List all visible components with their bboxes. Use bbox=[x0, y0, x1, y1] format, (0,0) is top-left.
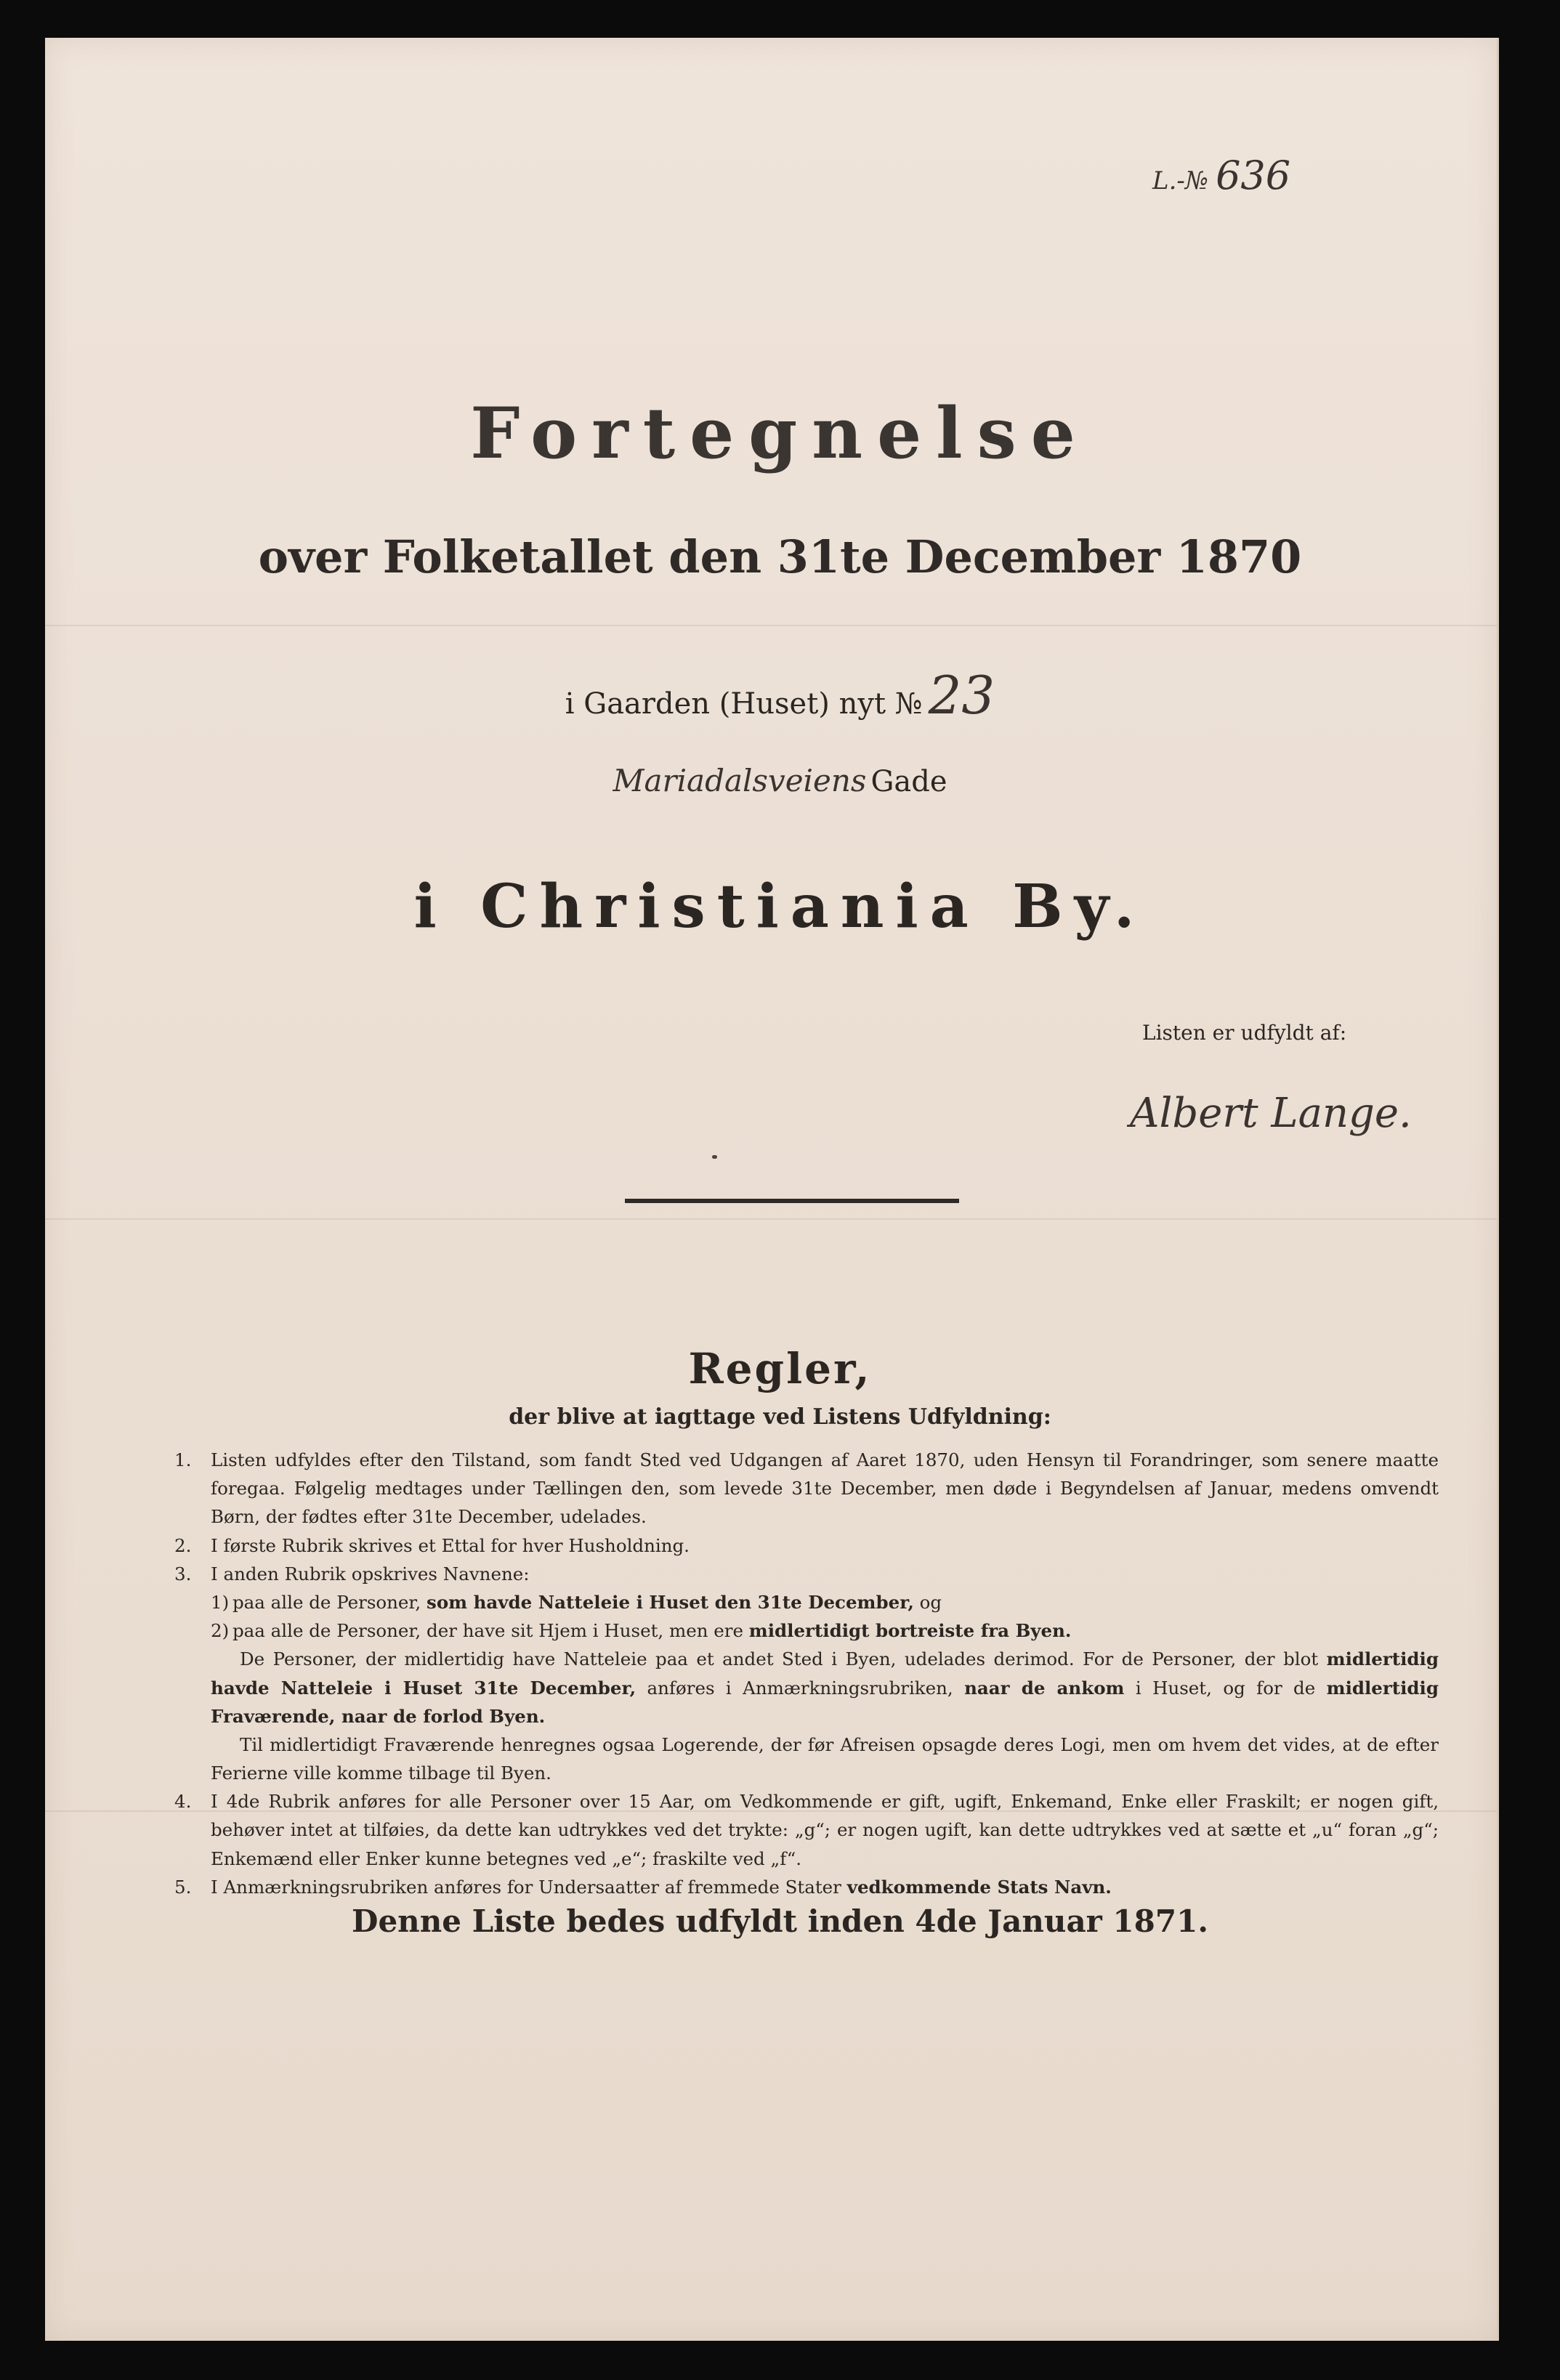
divider-rule bbox=[625, 1199, 959, 1203]
rule-subitem-1 bbox=[174, 1588, 1439, 1616]
rule-item-5 bbox=[174, 1873, 1439, 1901]
document-title: Fortegnelse bbox=[470, 392, 1090, 474]
document-subtitle: over Folketallet den 31te December 1870 bbox=[258, 530, 1302, 583]
rule-text: i Huset, og for de bbox=[1135, 1677, 1316, 1699]
rule-text: I 4de Rubrik anføres for alle Personer over 15 Aar, om Vedkommende er gift, ugift, Enkemand, Enke eller Fraskilt; er nogen gift, behøver intet at tilføies, da dette kan udtrykkes ved det trykte: „g“; er nogen ugift, kan dette udtrykkes ved at sætte et „u“ foran „g“; Enkemænd eller Enker kunne betegnes ved „e“; fraskilte ved „f“. bbox=[211, 1791, 1439, 1869]
list-number bbox=[1152, 153, 1290, 198]
house-line bbox=[0, 665, 1560, 726]
house-number: 23 bbox=[928, 665, 995, 726]
rule-text: Til midlertidigt Fraværende henregnes ogsaa Logerende, der før Afreisen opsagde deres Logi, men om hvem det vides, at de efter Ferierne ville komme tilbage til Byen. bbox=[211, 1733, 1439, 1784]
census-form-sheet bbox=[45, 38, 1499, 2341]
rule-item-3 bbox=[174, 1560, 1439, 1588]
rule-bold-text: midlertidig Fraværende, naar de forlod Byen. bbox=[211, 1677, 1439, 1727]
rule-text: I Anmærkningsrubriken anføres for Undersaatter af fremmede Stater bbox=[211, 1876, 841, 1898]
city-line: i Christiania By. bbox=[413, 872, 1147, 942]
rule-number: 2. bbox=[174, 1534, 192, 1556]
rule-bold-text: vedkommende Stats Navn. bbox=[846, 1876, 1112, 1898]
house-label: i Gaarden (Huset) nyt № bbox=[565, 687, 923, 721]
rules-body bbox=[174, 1446, 1439, 1901]
rule-bold-text: midlertidigt bortreiste fra Byen. bbox=[748, 1620, 1072, 1642]
rule-item-2 bbox=[174, 1531, 1439, 1560]
rule-text: De Personer, der midlertidig have Natteleie paa et andet Sted i Byen, udelades derimod. For de Personer, der blot bbox=[240, 1648, 1319, 1670]
paper-fold-line bbox=[45, 1218, 1497, 1220]
list-number-prefix: L.-№ bbox=[1152, 166, 1209, 195]
rule-text: I første Rubrik skrives et Ettal for hver Husholdning. bbox=[211, 1534, 690, 1556]
rule-subnumber: 2) bbox=[211, 1620, 230, 1642]
rule-paragraph bbox=[174, 1645, 1439, 1731]
rule-bold-text: naar de ankom bbox=[964, 1677, 1125, 1699]
ink-dot bbox=[712, 1155, 717, 1159]
rule-number: 4. bbox=[174, 1791, 192, 1813]
rule-text: anføres i Anmærkningsrubriken, bbox=[647, 1677, 953, 1699]
rule-number: 3. bbox=[174, 1563, 192, 1584]
filled-by-label: Listen er udfyldt af: bbox=[1142, 1021, 1347, 1045]
rule-bold-text: midlertidig havde Natteleie i Huset 31te December, bbox=[211, 1648, 1439, 1699]
rule-bold-text: som havde Natteleie i Huset den 31te December, bbox=[427, 1591, 914, 1613]
street-line bbox=[0, 763, 1560, 798]
rule-subnumber: 1) bbox=[211, 1591, 230, 1613]
rule-subitem-2 bbox=[174, 1616, 1439, 1645]
list-number-value: 636 bbox=[1216, 153, 1291, 198]
closing-deadline: Denne Liste bedes udfyldt inden 4de Januar 1871. bbox=[352, 1903, 1208, 1939]
street-name: Mariadalsveiens bbox=[613, 763, 867, 798]
rule-text: Listen udfyldes efter den Tilstand, som fandt Sted ved Udgangen af Aaret 1870, uden Hensyn til Forandringer, som senere maatte foregaa. Følgelig medtages under Tællingen den, som levede 31te December, men døde i Begyndelsen af Januar, medens omvendt Børn, der fødtes efter 31te December, udelades. bbox=[211, 1449, 1439, 1528]
street-label: Gade bbox=[870, 765, 947, 798]
rule-text: paa alle de Personer, bbox=[233, 1591, 421, 1613]
rule-text: paa alle de Personer, der have sit Hjem i Huset, men ere bbox=[233, 1620, 743, 1642]
rules-title: Regler, bbox=[688, 1344, 872, 1393]
paper-fold-line bbox=[45, 625, 1497, 626]
filled-by-signature: Albert Lange. bbox=[1130, 1090, 1412, 1137]
rule-item-4 bbox=[174, 1787, 1439, 1873]
rule-paragraph bbox=[174, 1731, 1439, 1787]
rule-number: 1. bbox=[174, 1449, 192, 1470]
rule-text: og bbox=[919, 1591, 942, 1613]
rule-item-1 bbox=[174, 1446, 1439, 1531]
rule-text: I anden Rubrik opskrives Navnene: bbox=[211, 1563, 530, 1584]
rule-number: 5. bbox=[174, 1876, 192, 1898]
rules-subtitle: der blive at iagttage ved Listens Udfyldning: bbox=[509, 1404, 1051, 1430]
